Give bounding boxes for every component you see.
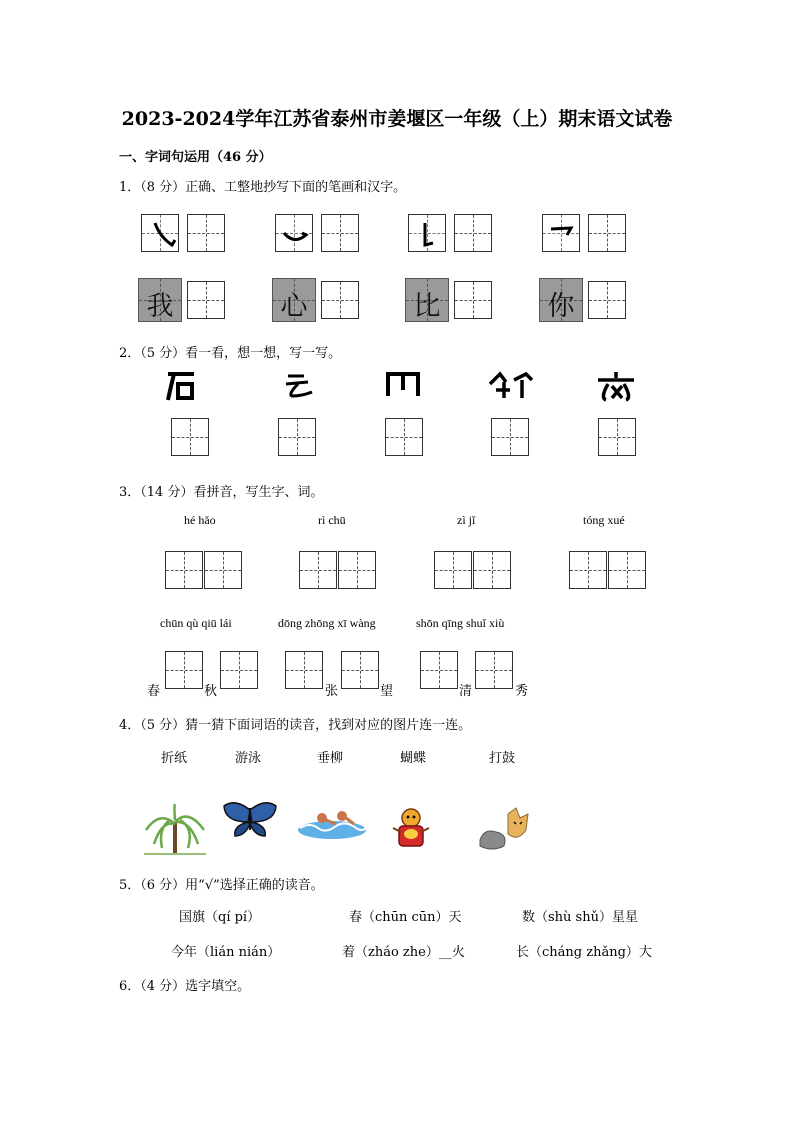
pinyin-choice[interactable]: 今年（lián nián） — [171, 945, 281, 960]
word-item: 折纸 — [161, 751, 188, 766]
char-sample-3: 比 — [405, 278, 449, 322]
writing-grid[interactable] — [598, 418, 636, 456]
pinyin-choice[interactable]: 国旗（qí pí） — [179, 910, 261, 925]
pinyin-choice[interactable]: 长（cháng zhǎng）大 — [516, 945, 652, 960]
pinyin-label: zì jǐ — [457, 513, 476, 527]
char-sample-1: 我 — [138, 278, 182, 322]
question-1: 1．（8 分）正确、工整地抄写下面的笔画和汉字。 — [119, 180, 407, 195]
writing-grid[interactable] — [165, 551, 203, 589]
page-title: 2023-2024学年江苏省泰州市姜堰区一年级（上）期末语文试卷 — [121, 108, 673, 130]
writing-grid[interactable] — [341, 651, 379, 689]
writing-grid[interactable] — [220, 651, 258, 689]
question-5: 5．（6 分）用“√”选择正确的读音。 — [119, 878, 324, 893]
pinyin-label: shōn qīng shuǐ xiù — [416, 616, 505, 630]
butterfly-icon — [221, 800, 279, 840]
stroke-icon — [276, 215, 314, 253]
writing-grid[interactable] — [385, 418, 423, 456]
writing-grid[interactable] — [204, 551, 242, 589]
question-3: 3．（14 分）看拼音，写生字、词。 — [119, 485, 324, 500]
pinyin-choice[interactable]: 着（zháo zhe）__火 — [342, 945, 465, 960]
writing-grid[interactable] — [475, 651, 513, 689]
stroke-sample-2 — [275, 214, 313, 252]
writing-grid[interactable] — [588, 281, 626, 319]
pinyin-choice[interactable]: 春（chūn cūn）天 — [349, 910, 462, 925]
given-char: 张 — [325, 684, 339, 699]
pinyin-label: dōng zhōng xī wàng — [278, 616, 376, 630]
paper-fold-icon — [474, 806, 534, 854]
pinyin-label: hé hǎo — [184, 513, 216, 527]
writing-grid[interactable] — [608, 551, 646, 589]
pinyin-choice[interactable]: 数（shù shǔ）星星 — [522, 910, 638, 925]
stroke-sample-3 — [408, 214, 446, 252]
writing-grid[interactable] — [420, 651, 458, 689]
writing-grid[interactable] — [473, 551, 511, 589]
stroke-sample-1 — [141, 214, 179, 252]
ancient-bamboo-icon — [486, 368, 538, 402]
char-sample-2: 心 — [272, 278, 316, 322]
given-char: 清 — [459, 684, 473, 699]
writing-grid[interactable] — [454, 281, 492, 319]
word-item: 垂柳 — [317, 751, 344, 766]
char-sample-4: 你 — [539, 278, 583, 322]
ancient-mountain-icon — [382, 368, 424, 402]
section-heading: 一、字词句运用（46 分） — [119, 150, 272, 165]
willow-icon — [140, 800, 210, 856]
given-char: 春 — [147, 684, 161, 699]
writing-grid[interactable] — [434, 551, 472, 589]
stroke-icon — [142, 215, 180, 253]
writing-grid[interactable] — [171, 418, 209, 456]
question-6: 6．（4 分）选字填空。 — [119, 979, 251, 994]
given-char: 秀 — [515, 684, 529, 699]
writing-grid[interactable] — [165, 651, 203, 689]
question-4: 4．（5 分）猜一猜下面词语的读音，找到对应的图片连一连。 — [119, 718, 472, 733]
given-char: 秋 — [204, 684, 218, 699]
pinyin-label: tóng xué — [583, 513, 625, 527]
writing-grid[interactable] — [454, 214, 492, 252]
ancient-clothes-icon — [592, 368, 640, 404]
writing-grid[interactable] — [569, 551, 607, 589]
stroke-icon — [409, 215, 447, 253]
ancient-cloud-icon — [282, 370, 318, 402]
writing-grid[interactable] — [187, 281, 225, 319]
stroke-sample-4 — [542, 214, 580, 252]
writing-grid[interactable] — [285, 651, 323, 689]
ancient-stone-icon — [164, 368, 218, 404]
question-2: 2．（5 分）看一看，想一想，写一写。 — [119, 346, 342, 361]
writing-grid[interactable] — [321, 214, 359, 252]
stroke-icon — [543, 215, 581, 253]
drum-icon — [389, 806, 433, 852]
word-item: 打鼓 — [489, 751, 516, 766]
pinyin-label: rì chū — [318, 513, 346, 527]
writing-grid[interactable] — [588, 214, 626, 252]
given-char: 望 — [380, 684, 394, 699]
writing-grid[interactable] — [299, 551, 337, 589]
word-item: 游泳 — [235, 751, 262, 766]
writing-grid[interactable] — [491, 418, 529, 456]
swimming-icon — [296, 804, 368, 842]
word-item: 蝴蝶 — [400, 751, 427, 766]
writing-grid[interactable] — [321, 281, 359, 319]
pinyin-label: chūn qù qiū lái — [160, 616, 232, 630]
writing-grid[interactable] — [278, 418, 316, 456]
writing-grid[interactable] — [338, 551, 376, 589]
writing-grid[interactable] — [187, 214, 225, 252]
